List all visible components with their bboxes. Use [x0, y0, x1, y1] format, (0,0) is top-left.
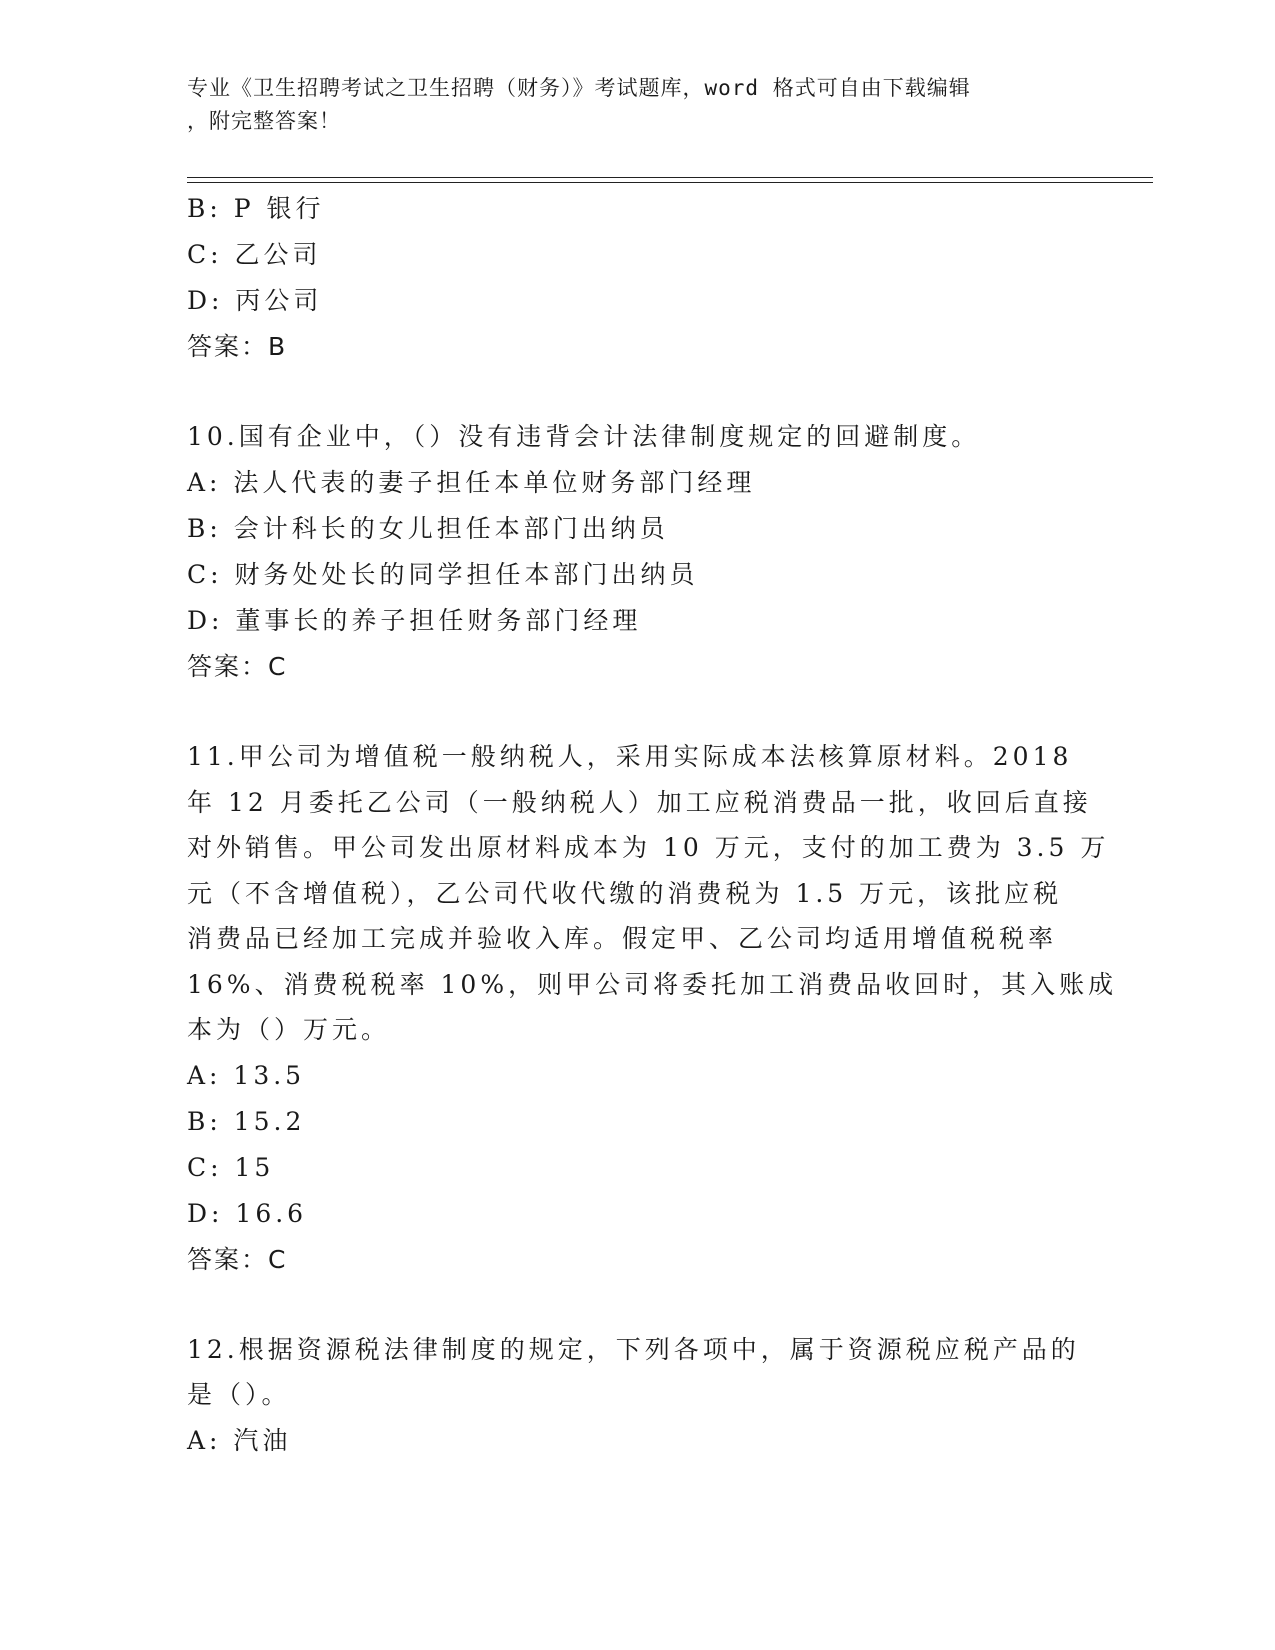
option-b: B: P 银行 [187, 194, 325, 223]
answer-label: 答案：B [187, 332, 288, 361]
option-d: D: 丙公司 [187, 286, 323, 315]
option-d: D: 16.6 [187, 1198, 308, 1228]
option-b: B: 15.2 [187, 1106, 306, 1136]
answer-label: 答案：C [187, 652, 288, 681]
stem-line: 年 12 月委托乙公司（一般纳税人）加工应税消费品一批，收回后直接 [187, 787, 1092, 817]
option-a: A: 13.5 [187, 1060, 306, 1090]
option-b: B: 会计科长的女儿担任本部门出纳员 [187, 514, 669, 543]
header-line-1: 专业《卫生招聘考试之卫生招聘（财务）》考试题库，word 格式可自由下载编辑 [187, 76, 971, 100]
stem-line: 11.甲公司为增值税一般纳税人，采用实际成本法核算原材料。2018 [187, 742, 1073, 771]
stem-line: 元（不含增值税），乙公司代收代缴的消费税为 1.5 万元，该批应税 [187, 878, 1063, 908]
stem-line: 16%、消费税税率 10%，则甲公司将委托加工消费品收回时，其入账成 [187, 969, 1118, 999]
option-a: A: 汽油 [187, 1425, 292, 1455]
option-c: C: 财务处处长的同学担任本部门出纳员 [187, 560, 699, 589]
question-12 [187, 1327, 1087, 1464]
spacer [187, 370, 1087, 414]
stem-line: 12.根据资源税法律制度的规定，下列各项中，属于资源税应税产品的 [187, 1334, 1080, 1364]
stem-line: 本为（）万元。 [187, 1015, 391, 1044]
question-11 [187, 734, 1118, 1283]
document-header [187, 72, 1087, 138]
question-stem [187, 1327, 1087, 1418]
option-c: C: 15 [187, 1152, 275, 1182]
spacer [187, 1283, 1087, 1327]
header-divider-bottom [187, 182, 1153, 183]
spacer [187, 690, 1087, 734]
question-stem: 10.国有企业中，（）没有违背会计法律制度规定的回避制度。 [187, 422, 981, 451]
header-divider-top [187, 177, 1153, 178]
header-line-2: ，附完整答案！ [187, 109, 341, 133]
question-content [187, 186, 1118, 1464]
stem-line: 是（）。 [187, 1380, 291, 1409]
question-10 [187, 414, 1087, 690]
question-9-tail [187, 186, 1087, 370]
option-c: C: 乙公司 [187, 240, 322, 269]
question-stem [187, 734, 1118, 1053]
answer-label: 答案：C [187, 1244, 288, 1274]
option-a: A: 法人代表的妻子担任本单位财务部门经理 [187, 468, 756, 497]
option-d: D: 董事长的养子担任财务部门经理 [187, 606, 642, 635]
stem-line: 消费品已经加工完成并验收入库。假定甲、乙公司均适用增值税税率 [187, 924, 1058, 953]
stem-line: 对外销售。甲公司发出原材料成本为 10 万元，支付的加工费为 3.5 万 [187, 833, 1110, 862]
